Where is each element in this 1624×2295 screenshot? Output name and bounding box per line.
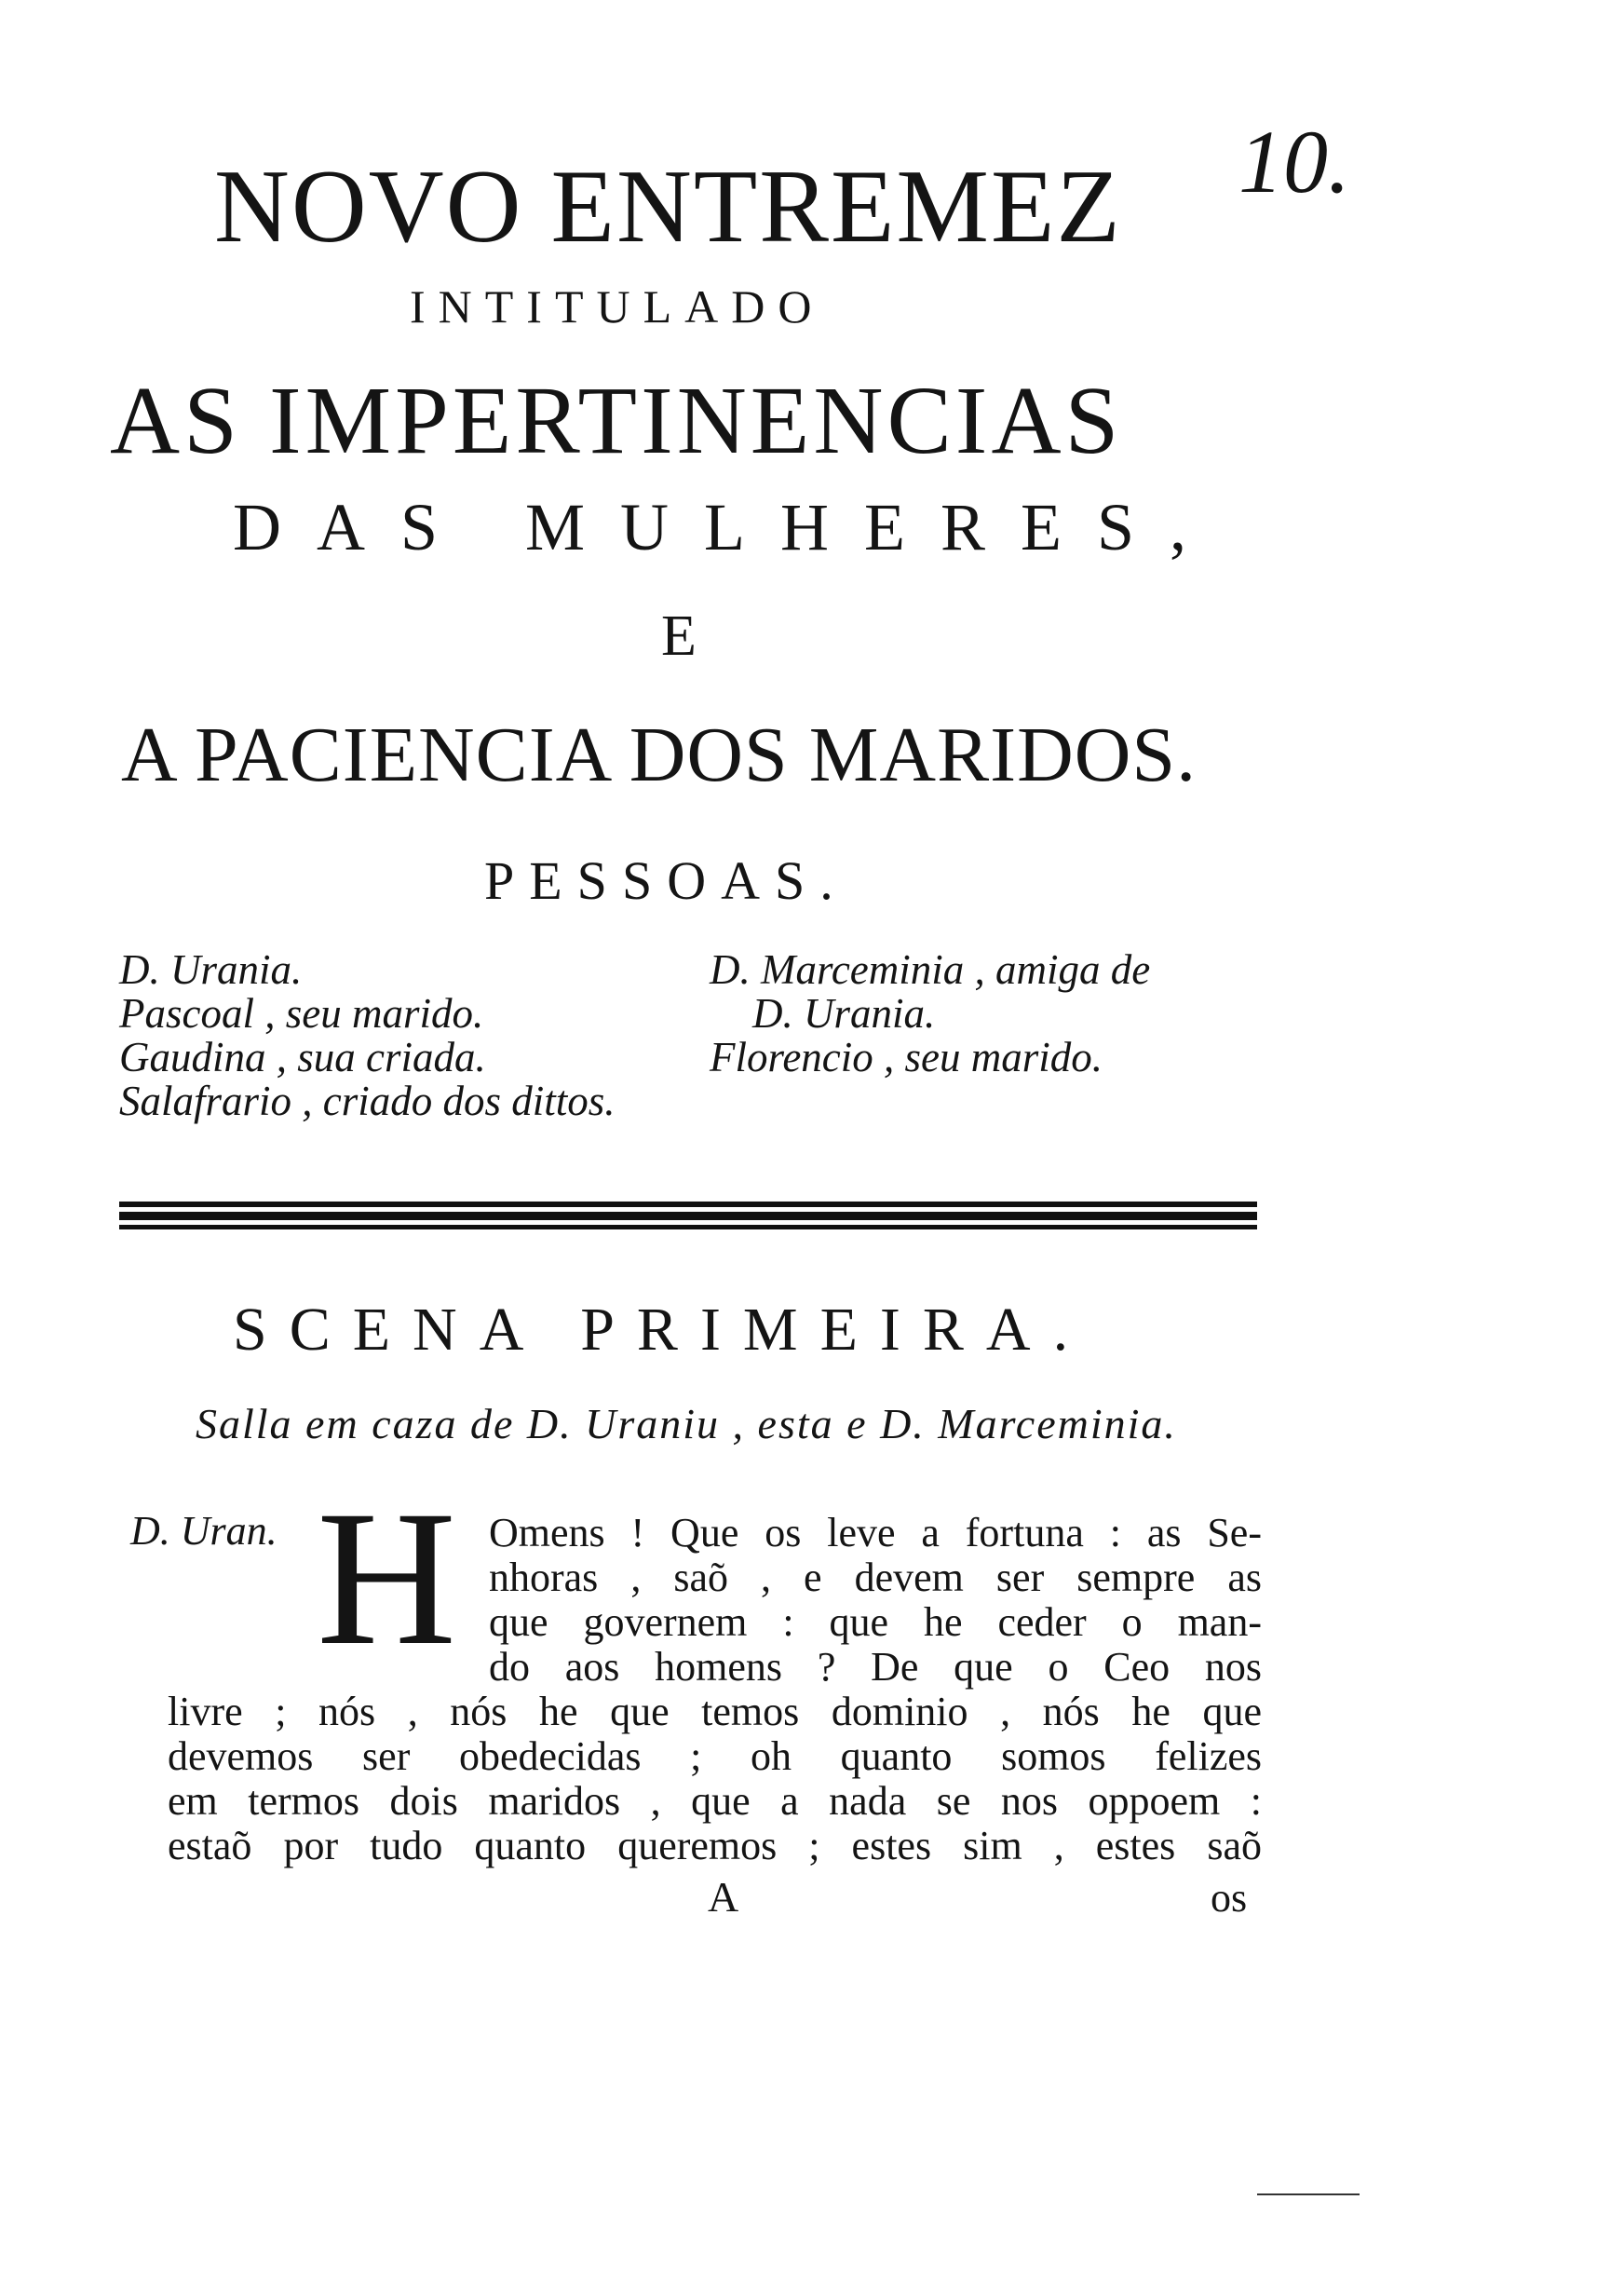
drop-cap: H	[317, 1471, 457, 1685]
subtitle-intitulado: INTITULADO	[410, 280, 825, 333]
body-line: livre ; nós , nós he que temos dominio , nós he que	[168, 1689, 1262, 1734]
margin-mark	[1257, 2193, 1360, 2195]
ornamental-rule	[119, 1202, 1257, 1231]
scene-setting: Salla em caza de D. Uraniu , esta e D. Marceminia.	[196, 1400, 1177, 1447]
cast-entry-continuation: D. Urania.	[752, 990, 936, 1037]
cast-entry: D. Marceminia , amiga de	[710, 946, 1151, 993]
title-conjunction: E	[661, 604, 697, 668]
cast-entry: Pascoal , seu marido.	[119, 990, 484, 1037]
cast-list-left	[119, 948, 616, 1123]
title-line-3: DAS MULHERES,	[233, 490, 1223, 564]
body-line: nhoras , saõ , e devem ser sempre as	[489, 1555, 1262, 1600]
body-line: do aos homens ? De que o Ceo nos	[489, 1644, 1262, 1690]
cast-entry: D. Urania.	[119, 946, 303, 993]
speaker-label: D. Uran.	[130, 1508, 277, 1554]
signature-mark: A	[708, 1873, 739, 1921]
handwritten-page-number: 10.	[1238, 112, 1350, 211]
cast-heading: PESSOAS.	[484, 850, 848, 911]
body-line: em termos dois maridos , que a nada se nos oppoem :	[168, 1778, 1262, 1824]
title-line-4: A PACIENCIA DOS MARIDOS.	[121, 712, 1198, 798]
catchword: os	[1211, 1875, 1248, 1921]
body-line: estaõ por tudo quanto queremos ; estes sim , estes saõ	[168, 1823, 1262, 1868]
cast-entry: Gaudina , sua criada.	[119, 1034, 486, 1080]
body-line: Omens ! Que os leve a fortuna : as Se-	[489, 1510, 1262, 1555]
cast-list-right	[710, 948, 1150, 1080]
title-line-2: AS IMPERTINENCIAS	[110, 367, 1123, 474]
scene-title: SCENA PRIMEIRA.	[233, 1296, 1091, 1364]
cast-entry: Salafrario , criado dos dittos.	[119, 1078, 616, 1124]
body-line: que governem : que he ceder o man-	[489, 1599, 1262, 1645]
title-main: NOVO ENTREMEZ	[214, 149, 1122, 265]
cast-entry: Florencio , seu marido.	[710, 1034, 1103, 1080]
body-line: devemos ser obedecidas ; oh quanto somos felizes	[168, 1733, 1262, 1779]
